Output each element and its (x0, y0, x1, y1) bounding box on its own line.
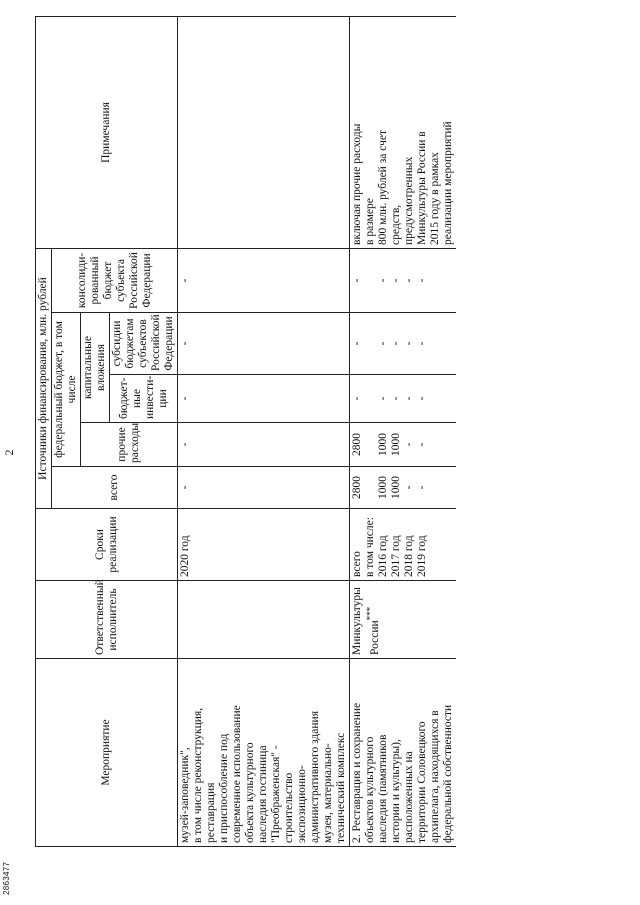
header-federal: федеральный бюджет, в том числе (52, 313, 81, 467)
row2-notes-line-4: средств, (390, 204, 402, 245)
row2-subsidies-subrow-1: - (351, 341, 363, 346)
table-row-1 (178, 16, 350, 846)
row2-subsidies-subrow-3: - (377, 341, 389, 346)
row1-activity-line-9: строительство (283, 772, 295, 843)
row2-period-subrow-3: 2016 год (377, 535, 389, 577)
header-executor: Ответственный исполнитель (36, 581, 178, 659)
row2-activity-line-2: объектов культурного (364, 736, 376, 843)
row1-other: - (178, 423, 350, 467)
header-subsidies: субсидии бюджетам субъектов Российской Федерации (110, 313, 178, 375)
row2-total-subrow-1: 2800 (351, 476, 363, 499)
row2-notes (350, 16, 457, 248)
row1-executor (178, 581, 350, 659)
row2-notes-line-5: предусмотренных (403, 156, 415, 245)
row2-period-subrow-2: в том числе: (364, 517, 376, 577)
row1-consolidated: - (178, 248, 350, 312)
row2-total-subrow-6: - (416, 485, 428, 490)
row2-period-subrow-1: всего (351, 551, 363, 577)
row1-activity-line-13: технический комплекс (335, 732, 347, 843)
row1-period: 2020 год (178, 509, 350, 581)
document-code: 2863477 (2, 861, 11, 895)
row2-invest-subrow-1: - (351, 396, 363, 401)
row2-invest-subrow-3: - (377, 396, 389, 401)
row1-invest: - (178, 375, 350, 423)
header-capital: капитальные вложения (81, 313, 110, 423)
row1-subsidies: - (178, 313, 350, 375)
row1-notes (178, 16, 350, 248)
row2-period-subrow-5: 2018 год (403, 535, 415, 577)
row2-total-subrow-3: 1000 (377, 476, 389, 499)
row2-activity (350, 659, 457, 847)
row2-period-subrow-6: 2019 год (416, 535, 428, 577)
row1-activity-line-11: административного здания (309, 711, 321, 843)
header-budget-invest: бюджет-ные инвести-ции (110, 375, 178, 423)
row2-other-subrow-6: - (416, 442, 428, 447)
financing-table (35, 16, 456, 847)
row1-activity-line-4: и приспособление под (218, 733, 230, 843)
header-total: всего (52, 467, 178, 509)
row2-subsidies-subrow-2 (364, 316, 377, 371)
row1-activity-line-10: экспозиционно- (296, 765, 308, 843)
row2-subsidies-subrow-5: - (403, 341, 415, 346)
row2-executor-mark: *** (365, 606, 375, 621)
financing-table-wrap (35, 17, 456, 847)
row2-executor-line-2: России (368, 620, 381, 655)
row1-activity-line-7: наследия гостиница (257, 745, 269, 843)
row2-consolidated-subrow-5: - (403, 278, 415, 283)
header-activity: Мероприятие (36, 659, 178, 847)
row2-total-subrow-5: - (403, 485, 415, 490)
row2-activity-line-7: архипелага, находящихся в (429, 710, 441, 843)
row2-consolidated-subrow-1: - (351, 278, 363, 283)
row2-invest-subrow-2 (364, 378, 377, 419)
row2-other-subrow-4: 1000 (390, 433, 402, 456)
row2-notes-line-3: 800 млн. рублей за счет (377, 129, 389, 245)
row2-invest-subrow-5: - (403, 396, 415, 401)
row2-activity-line-6: территории Соловецкого (416, 721, 428, 843)
row2-total (350, 467, 457, 509)
row2-activity-line-3: наследия (памятников (377, 734, 389, 843)
row2-consolidated-subrow-6: - (416, 278, 428, 283)
row2-total-subrow-2 (364, 470, 377, 505)
row2-activity-line-5: расположенных на (403, 751, 415, 843)
row1-activity-line-1: музей-заповедник", (179, 747, 191, 843)
table-row-2 (350, 16, 457, 846)
row2-executor-line-1: Минкультуры (351, 587, 363, 655)
page-number: 2 (2, 449, 16, 456)
row2-period-subrow-4: 2017 год (390, 535, 402, 577)
row2-other-subrow-3: 1000 (377, 433, 389, 456)
row2-activity-line-1: 2. Реставрация и сохранение (351, 702, 363, 843)
row2-consolidated (350, 248, 457, 312)
row2-notes-line-2: в размере (364, 198, 376, 245)
row2-other-subrow-2 (364, 426, 377, 463)
row2-activity-line-4: истории и культуры), (390, 739, 402, 843)
row2-consolidated-subrow-4: - (390, 278, 402, 283)
row1-total: - (178, 467, 350, 509)
row1-activity-line-8: "Преображенская" - (270, 745, 282, 843)
row1-activity-line-6: объекта культурного (244, 742, 256, 843)
header-notes: Примечания (36, 16, 178, 248)
row2-notes-line-8: реализации мероприятий (442, 121, 454, 245)
row1-activity-line-2: в том числе реконструкция, (192, 707, 204, 843)
row2-invest-subrow-4: - (390, 396, 402, 401)
row2-subsidies (350, 313, 457, 375)
row1-activity-line-3: реставрация (205, 782, 217, 843)
row2-consolidated-subrow-2 (364, 252, 377, 309)
header-sources: Источники финансирования, млн. рублей (36, 248, 52, 508)
header-other-expenses: прочие расходы (81, 423, 178, 467)
row2-other (350, 423, 457, 467)
row1-activity (178, 659, 350, 847)
row1-activity-line-12: музея, материально- (322, 743, 334, 843)
row2-total-subrow-4: 1000 (390, 476, 402, 499)
row2-invest (350, 375, 457, 423)
row2-notes-line-1: включая прочие расходы (351, 123, 363, 245)
row2-invest-subrow-6: - (416, 396, 428, 401)
row2-notes-line-6: Минкультуры России в (416, 131, 428, 245)
row1-activity-line-5: современное использование (231, 705, 243, 843)
row2-other-subrow-5: - (403, 442, 415, 447)
row2-subsidies-subrow-6: - (416, 341, 428, 346)
row2-other-subrow-1: 2800 (351, 433, 363, 456)
row2-activity-line-8: федеральной собственности (442, 704, 454, 843)
row2-subsidies-subrow-4: - (390, 341, 402, 346)
header-period: Сроки реализации (36, 509, 178, 581)
row2-consolidated-subrow-3: - (377, 278, 389, 283)
header-consolidated: консолиди-рованный бюджет субъекта Российской Федерации (52, 248, 178, 312)
row2-period (350, 509, 457, 581)
row2-notes-line-7: 2015 году в рамках (429, 152, 441, 245)
row2-executor-line-2-wrap (364, 584, 382, 655)
row2-executor (350, 581, 457, 659)
